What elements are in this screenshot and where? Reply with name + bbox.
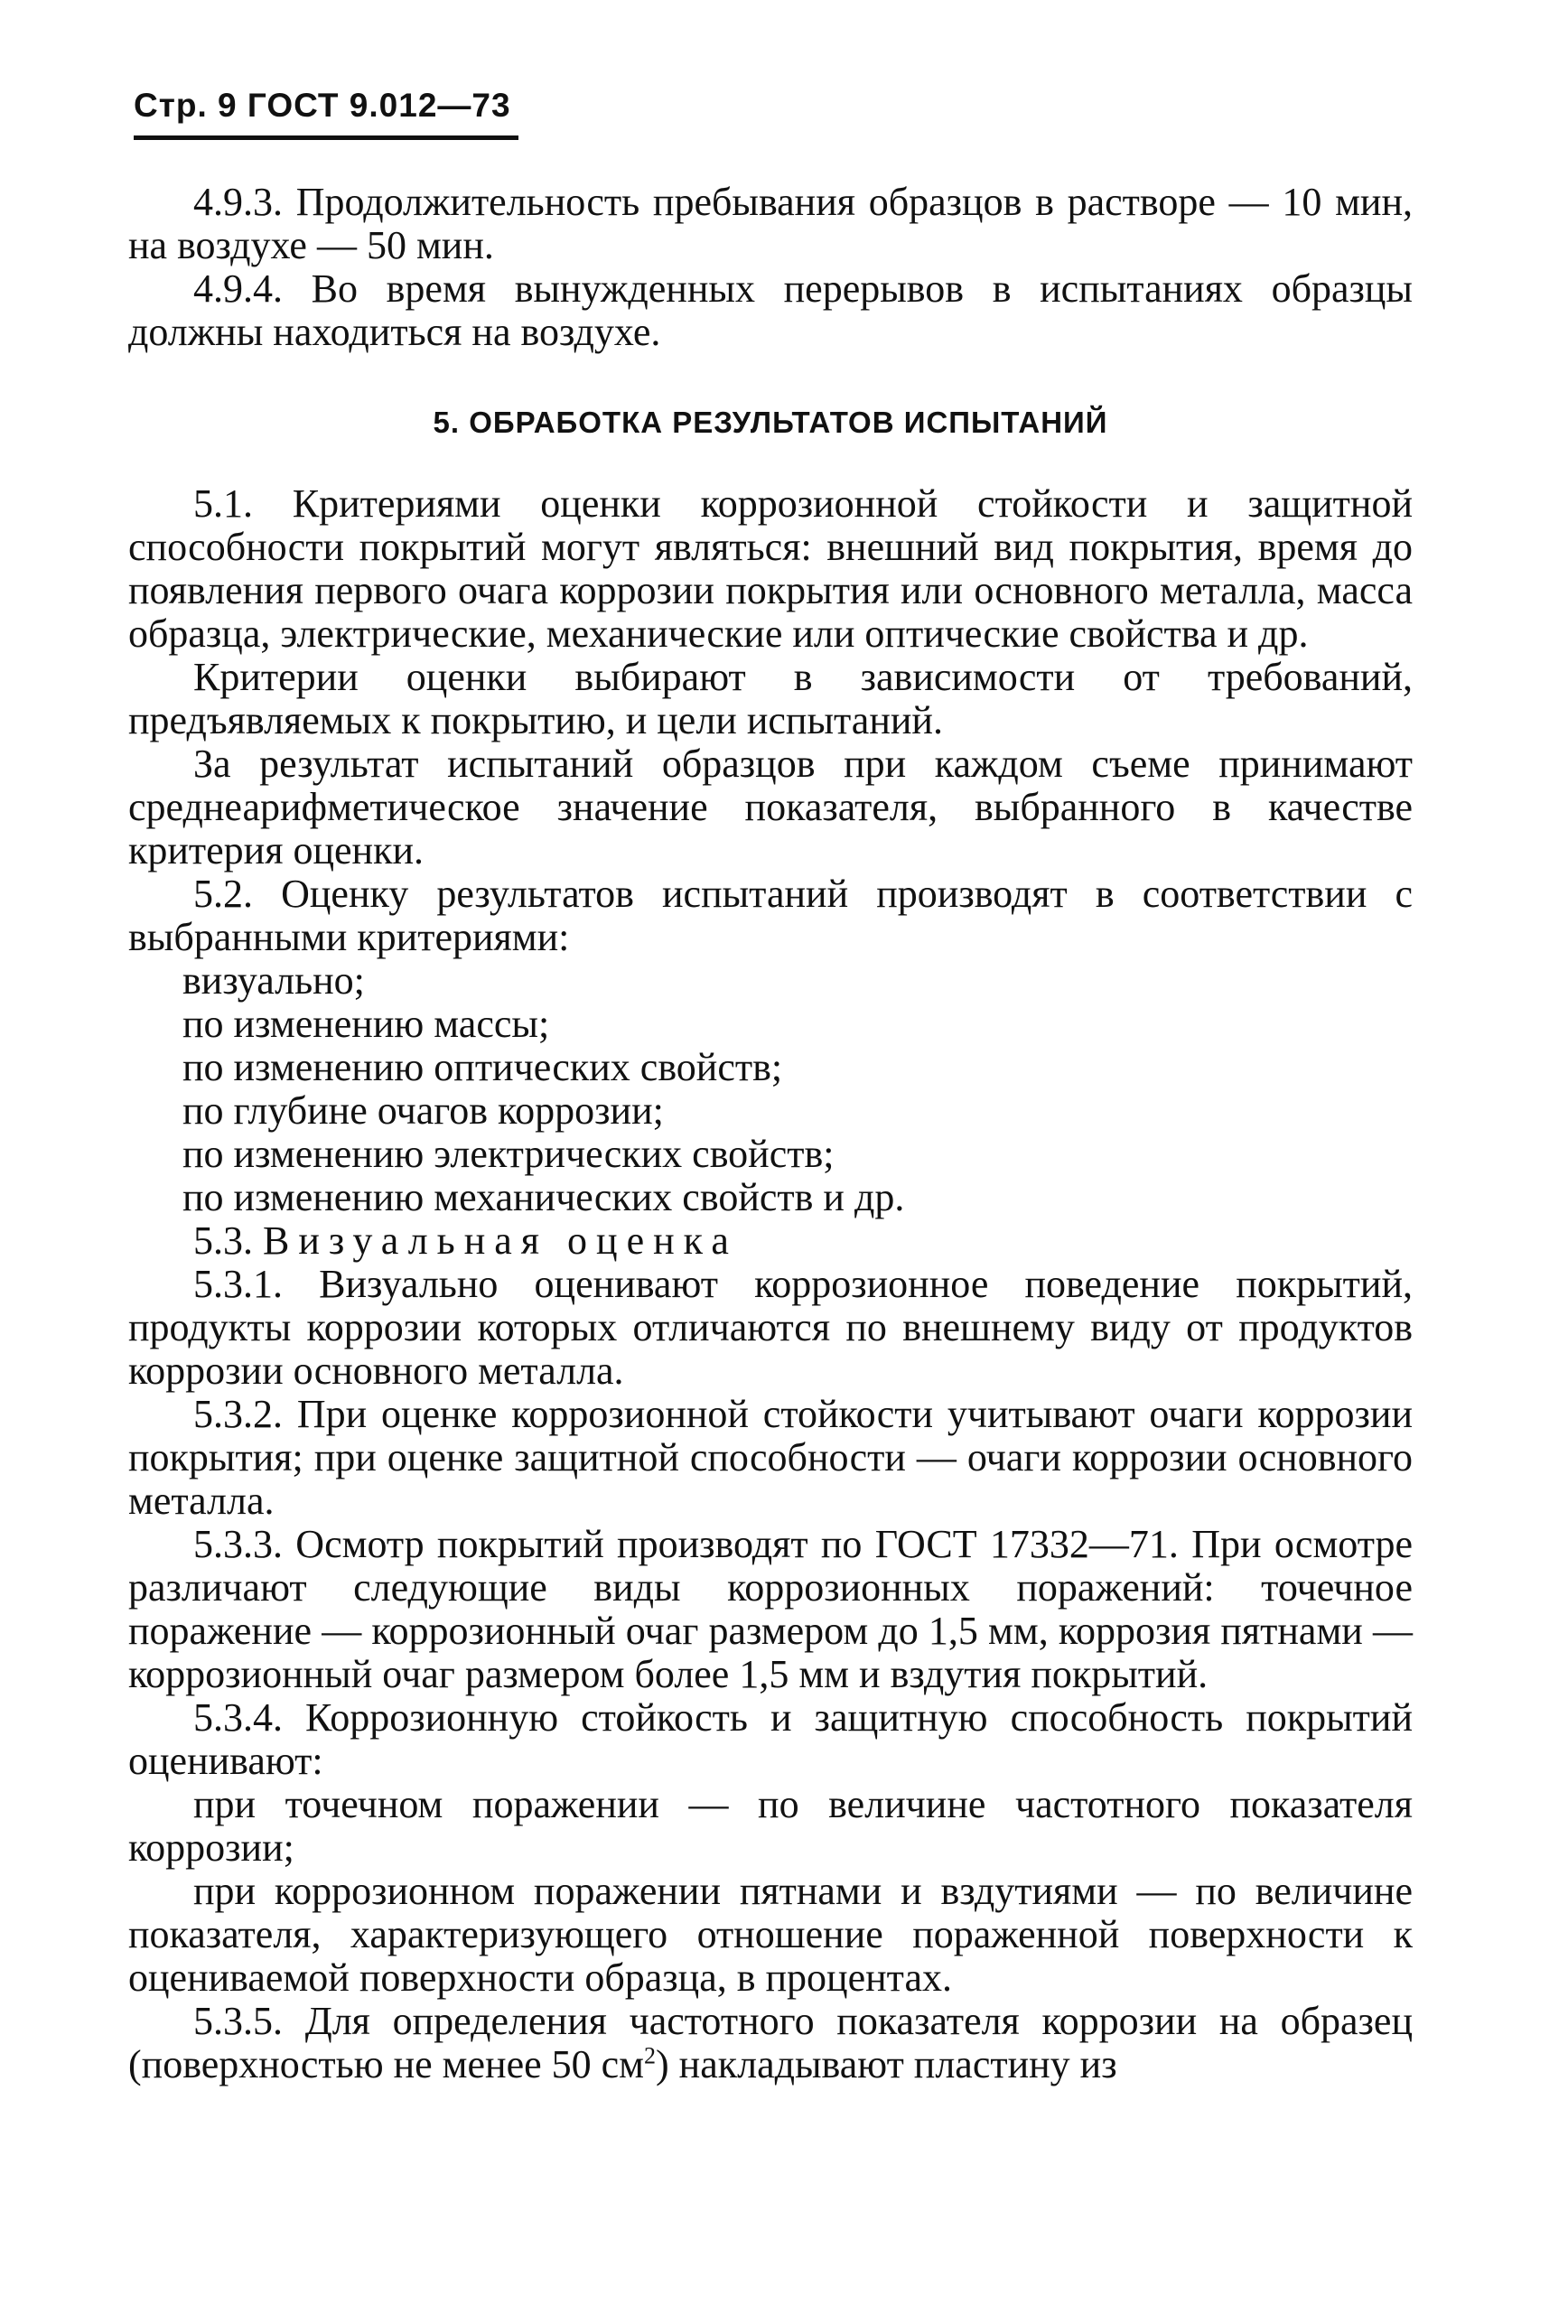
paragraph-5-3-3: 5.3.3. Осмотр покрытий производят по ГОСТ 17332—71. При осмотре различают следующие виды коррозионных поражений: точечное поражение — коррозионный очаг размером до 1,5 мм, коррозия пятнами — коррозионный очаг размером более 1,5 мм и вздутия покрытий. bbox=[128, 1522, 1413, 1696]
criteria-list-item: по глубине очагов коррозии; bbox=[182, 1088, 664, 1133]
superscript-2: 2 bbox=[644, 2042, 657, 2069]
paragraph-5-3-1: 5.3.1. Визуально оценивают коррозионное поведение покрытий, продукты коррозии которых отличаются по внешнему виду от продуктов коррозии основного металла. bbox=[128, 1262, 1413, 1393]
subsection-5-3-number: 5.3. bbox=[193, 1218, 253, 1263]
paragraph-5-3-5-start: 5.3.5. Для определения частотного показателя коррозии на образец (поверхностью не менее 50 см bbox=[128, 1999, 1413, 2086]
criteria-list-item: визуально; bbox=[182, 958, 365, 1003]
criteria-list-item: по изменению механических свойств и др. bbox=[182, 1175, 905, 1219]
criteria-list-item: по изменению массы; bbox=[182, 1002, 550, 1046]
paragraph-4-9-3: 4.9.3. Продолжительность пребывания образцов в растворе — 10 мин, на воздухе — 50 мин. bbox=[128, 180, 1413, 267]
paragraph-5-1: 5.1. Критериями оценки коррозионной стойкости и защитной способности покрытий могут являться: внешний вид покрытия, время до появления первого очага коррозии покрытия или основного металла, масса образца, электрические, механические или оптические свойства и др. bbox=[128, 481, 1413, 656]
criteria-list bbox=[128, 959, 1413, 1219]
paragraph-5-3-5 bbox=[128, 2000, 1413, 2086]
paragraph-5-3-4-point: при точечном поражении — по величине частотного показателя коррозии; bbox=[128, 1782, 1413, 1870]
criteria-list-item: по изменению электрических свойств; bbox=[182, 1132, 835, 1176]
paragraph-5-1-criteria-choice: Критерии оценки выбирают в зависимости от требований, предъявляемых к покрытию, и цели испытаний. bbox=[128, 655, 1413, 742]
paragraph-5-3-4-spots: при коррозионном поражении пятнами и вздутиями — по величине показателя, характеризующего отношение пораженной поверхности к оцениваемой поверхности образца, в процентах. bbox=[128, 1869, 1413, 2000]
criteria-list-item: по изменению оптических свойств; bbox=[182, 1045, 783, 1089]
page-body bbox=[128, 181, 1413, 2086]
paragraph-5-2: 5.2. Оценку результатов испытаний производят в соответствии с выбранными критериями: bbox=[128, 872, 1413, 959]
section-5-title: 5. ОБРАБОТКА РЕЗУЛЬТАТОВ ИСПЫТАНИЙ bbox=[433, 406, 1108, 439]
subsection-5-3-heading bbox=[128, 1219, 1413, 1263]
running-head: Стр. 9 ГОСТ 9.012—73 bbox=[134, 87, 511, 124]
paragraph-5-3-2: 5.3.2. При оценке коррозионной стойкости учитывают очаги коррозии покрытия; при оценке защитной способности — очаги коррозии основного металла. bbox=[128, 1392, 1413, 1523]
paragraph-5-3-5-end: ) накладывают пластину из bbox=[656, 2042, 1117, 2086]
paragraph-5-3-4: 5.3.4. Коррозионную стойкость и защитную способность покрытий оценивают: bbox=[128, 1695, 1413, 1783]
header-rule bbox=[134, 135, 518, 140]
subsection-5-3-title: Визуальная оценка bbox=[263, 1218, 738, 1263]
paragraph-5-1-result: За результат испытаний образцов при каждом съеме принимают среднеарифметическое значение показателя, выбранного в качестве критерия оценки. bbox=[128, 742, 1413, 873]
paragraph-4-9-4: 4.9.4. Во время вынужденных перерывов в испытаниях образцы должны находиться на воздухе. bbox=[128, 266, 1413, 354]
